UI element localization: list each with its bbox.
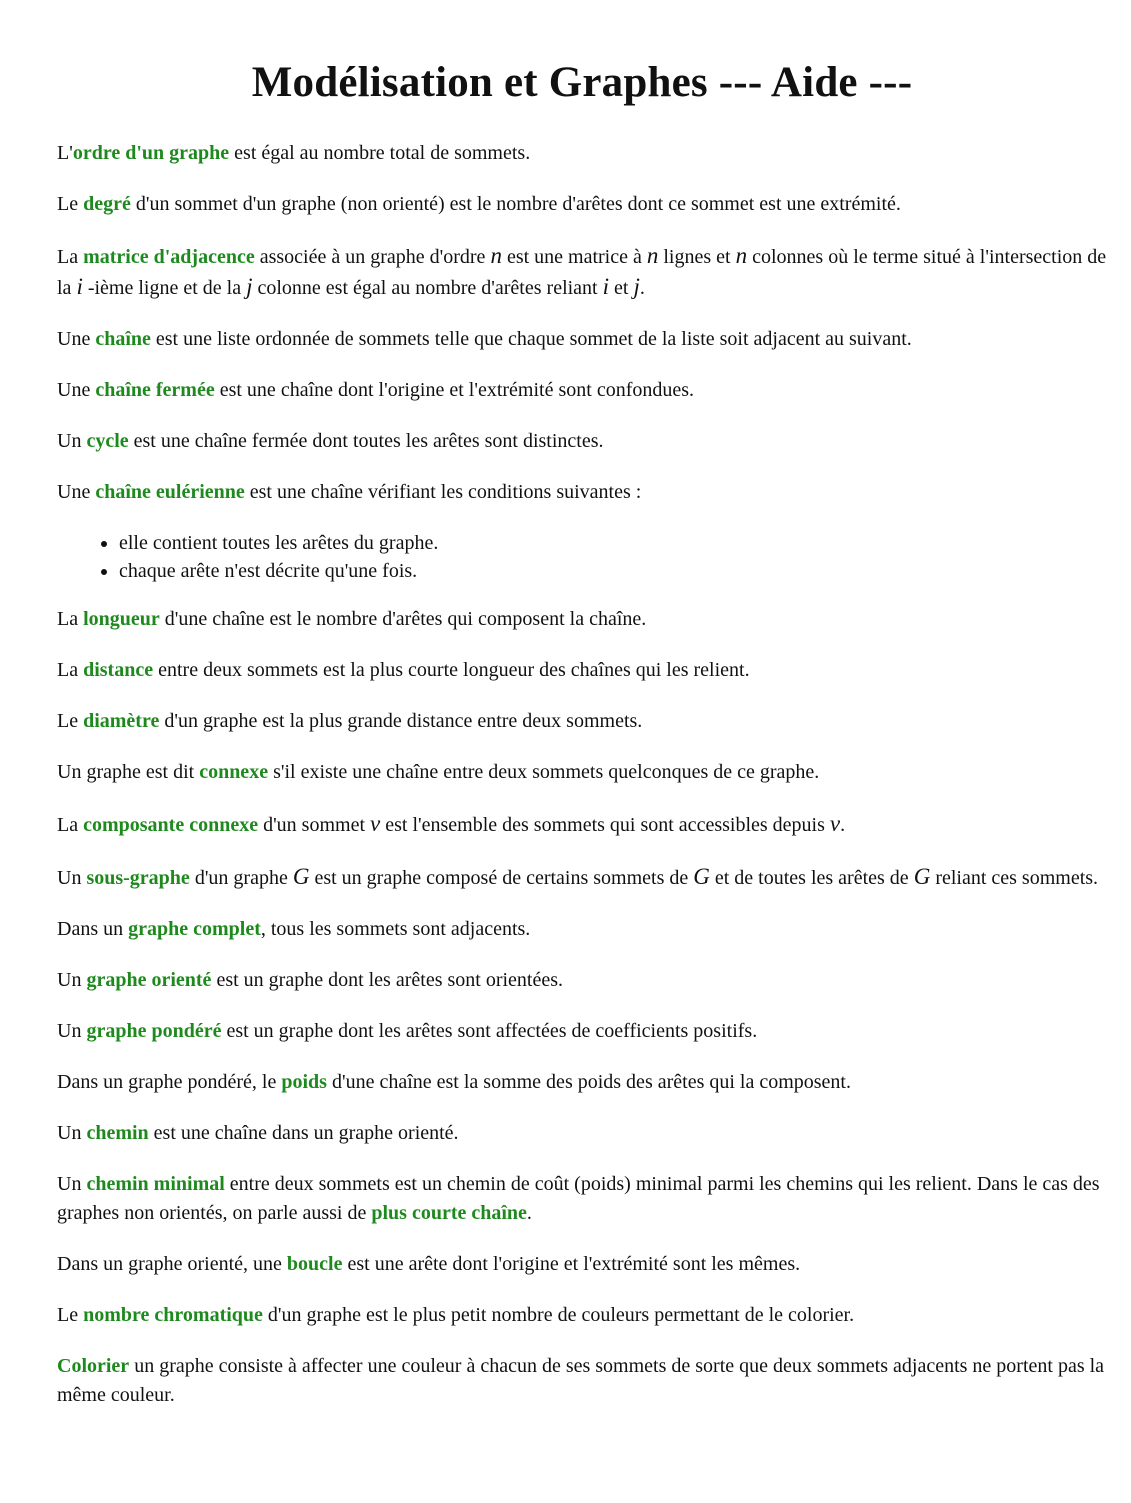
text-run: Le [57,193,84,215]
defined-term: poids [281,1071,327,1093]
defined-term: graphe pondéré [86,1020,222,1042]
defined-term: nombre chromatique [83,1304,263,1326]
text-run: est un graphe dont les arêtes sont orientées. [211,969,563,991]
text-run: Un [57,1122,87,1144]
text-run: et [609,277,634,299]
definitions-after-list [57,605,1107,1410]
text-run: -ième ligne et de la [82,277,247,299]
text-run: un graphe consiste à affecter une couleur à chacun de ses sommets de sorte que deux sommets adjacents ne portent pas la même couleur. [57,1355,1105,1406]
defined-term: ordre d'un graphe [72,142,230,164]
math-variable: G [292,864,310,889]
definition-paragraph [57,915,1107,944]
text-run: est une liste ordonnée de sommets telle que chaque sommet de la liste soit adjacent au suivant. [150,328,912,350]
text-run: est égal au nombre total de sommets. [229,142,531,164]
definition-paragraph [57,241,1107,303]
text-run: colonnes où le terme situé à l'intersection de la [57,246,1107,299]
text-run: colonne est égal au nombre d'arêtes reliant [252,277,603,299]
text-run: est une matrice à [501,246,647,268]
text-run: Une [57,481,96,503]
defined-term: chemin minimal [86,1173,225,1195]
defined-term: longueur [83,608,160,630]
list-item: • chaque arête n'est décrite qu'une fois. [119,557,1107,585]
math-variable: n [735,243,748,268]
definition-paragraph [57,139,1107,168]
text-run: Une [57,328,96,350]
text-run: La [57,659,84,681]
math-variable: i [602,274,610,299]
text-run: est un graphe composé de certains sommets de [309,867,694,889]
defined-term: chaîne fermée [95,379,215,401]
definition-paragraph [57,1119,1107,1148]
text-run: est l'ensemble des sommets qui sont accessibles depuis [380,814,830,836]
text-run: et de toutes les arêtes de [709,867,914,889]
text-run: est un graphe dont les arêtes sont affectées de coefficients positifs. [221,1020,758,1042]
math-variable: j [246,274,253,299]
text-run: est une arête dont l'origine et l'extrémité sont les mêmes. [342,1253,801,1275]
math-variable: G [913,864,931,889]
definition-paragraph [57,1301,1107,1330]
definition-paragraph [57,1250,1107,1279]
text-run: associée à un graphe d'ordre [254,246,491,268]
math-variable: v [829,811,841,836]
text-run: La [57,608,84,630]
text-run: d'un sommet d'un graphe (non orienté) est le nombre d'arêtes dont ce sommet est une extrémité. [130,193,901,215]
defined-term: degré [83,193,131,215]
defined-term: plus courte chaîne [371,1202,527,1224]
text-run: Le [57,1304,84,1326]
text-run: d'un graphe est le plus petit nombre de couleurs permettant de le colorier. [262,1304,855,1326]
text-run: . [639,277,645,299]
definition-paragraph [57,376,1107,405]
definition-paragraph [57,758,1107,787]
text-run: d'une chaîne est la somme des poids des arêtes qui la composent. [326,1071,851,1093]
definitions-before-list [57,139,1107,507]
text-run: d'un graphe est la plus grande distance entre deux sommets. [159,710,643,732]
defined-term: sous-graphe [86,867,190,889]
definition-paragraph [57,1170,1107,1228]
math-variable: i [76,274,83,299]
text-run: La [57,814,84,836]
text-run: est une chaîne dans un graphe orienté. [148,1122,459,1144]
defined-term: chemin [86,1122,149,1144]
text-run: d'une chaîne est le nombre d'arêtes qui composent la chaîne. [159,608,647,630]
defined-term: graphe complet [128,918,261,940]
defined-term: Colorier [57,1355,130,1377]
page-title: Modélisation et Graphes --- Aide --- [251,59,913,106]
definition-paragraph [57,966,1107,995]
defined-term: distance [83,659,154,681]
text-run: s'il existe une chaîne entre deux sommets quelconques de ce graphe. [268,761,820,783]
definition-paragraph [57,809,1107,840]
text-run: est une chaîne vérifiant les conditions suivantes : [244,481,642,503]
text-run: d'un graphe [189,867,293,889]
text-run: Un [57,969,87,991]
definition-paragraph [57,707,1107,736]
definition-paragraph [57,862,1107,893]
text-run: est une chaîne dont l'origine et l'extrémité sont confondues. [214,379,695,401]
text-run: Dans un graphe pondéré, le [57,1071,282,1093]
math-variable: n [646,243,659,268]
text-run: Dans un [57,918,129,940]
text-run: Un graphe est dit [57,761,200,783]
math-variable: n [490,243,502,268]
text-run: Un [57,867,87,889]
defined-term: diamètre [83,710,160,732]
definition-paragraph [57,1068,1107,1097]
defined-term: chaîne eulérienne [95,481,245,503]
text-run: Un [57,1173,87,1195]
defined-term: connexe [199,761,269,783]
text-run: reliant ces sommets. [930,867,1099,889]
definition-paragraph [57,605,1107,634]
text-run: . [840,814,846,836]
math-variable: v [370,811,381,836]
text-run: Un [57,430,87,452]
text-run: L' [57,142,73,164]
text-run: est une chaîne fermée dont toutes les arêtes sont distinctes. [128,430,604,452]
definition-paragraph [57,427,1107,456]
definition-paragraph [57,1352,1107,1410]
text-run: lignes et [658,246,736,268]
definition-paragraph [57,656,1107,685]
defined-term: graphe orienté [86,969,212,991]
text-run: entre deux sommets est un chemin de coût (poids) minimal parmi les chemins qui les relient. Dans le cas des graphes non orientés, on parle aussi de [57,1173,1100,1224]
text-run: La [57,246,84,268]
definition-paragraph [57,478,1107,507]
text-run: . [526,1202,532,1224]
definition-paragraph [57,190,1107,219]
text-run: d'un sommet [258,814,371,836]
defined-term: boucle [286,1253,343,1275]
definition-paragraph [57,325,1107,354]
defined-term: matrice d'adjacence [83,246,255,268]
text-run: Le [57,710,84,732]
math-variable: j [633,274,640,299]
text-run: , tous les sommets sont adjacents. [260,918,531,940]
text-run: entre deux sommets est la plus courte longueur des chaînes qui les relient. [153,659,750,681]
text-run: Un [57,1020,87,1042]
defined-term: composante connexe [83,814,259,836]
defined-term: cycle [86,430,129,452]
list-item: • elle contient toutes les arêtes du graphe. [119,529,1107,557]
defined-term: chaîne [95,328,151,350]
text-run: Dans un graphe orienté, une [57,1253,287,1275]
math-variable: G [693,864,710,889]
definition-paragraph [57,1017,1107,1046]
text-run: Une [57,379,96,401]
eulerian-chain-conditions-list [57,529,1107,585]
